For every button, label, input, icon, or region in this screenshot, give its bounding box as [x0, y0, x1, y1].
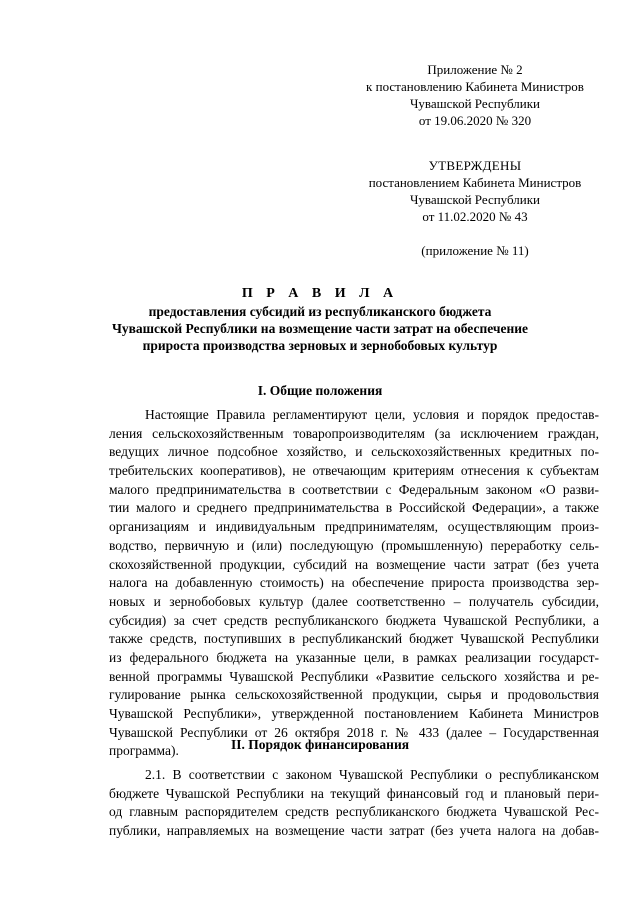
text-line: скохозяйственной продукции, субсидий на возмещение части затрат (без учета [109, 556, 599, 572]
document-subtitle [0, 303, 640, 354]
text-line: ления сельскохозяйственным товаропроизводителям (за исключением граждан, [109, 425, 599, 441]
approval-stamp [350, 157, 600, 259]
text-line: новых и зернобобовых культур (далее соответственно – получатель субсидии, [109, 593, 599, 609]
text-line: венной программы Чувашской Республики «Развитие сельского хозяйства и ре- [109, 668, 599, 684]
approved-line: от 11.02.2020 № 43 [422, 209, 528, 224]
text-line: публики, направляемых на возмещение части затрат (без учета налога на добав- [109, 823, 599, 839]
section-heading: I. Общие положения [257, 383, 383, 398]
text-line: Чувашской Республики от 26 октября 2018 г. № 433 (далее – Государственная [109, 724, 599, 740]
section-body [109, 766, 599, 841]
text-line: организациям и индивидуальным предпринимателям, осуществляющим произ- [109, 519, 599, 535]
text-line: малого предпринимательства в соответствии с Федеральным законом «О разви- [109, 481, 599, 497]
section-heading: II. Порядок финансирования [230, 737, 410, 752]
appendix-line: от 19.06.2020 № 320 [418, 113, 532, 128]
appendix-reference [350, 61, 600, 129]
text-line: од главным распорядителем средств республиканского бюджета Чувашской Рес- [109, 804, 599, 820]
text-line: также средств, поступивших в республиканский бюджет Чувашской Республики [109, 631, 599, 647]
subtitle-line: Чувашской Республики на возмещение части затрат на обеспечение [111, 321, 529, 336]
approved-title: УТВЕРЖДЕНЫ [428, 158, 522, 173]
text-line: тии малого и среднего предпринимательства в Российской Федерации», а также [109, 500, 599, 516]
text-line: требительских кооперативов), не отвечающим критериям отнесения к субъектам [109, 463, 599, 479]
text-line: гулирование рынка сельскохозяйственной продукции, сырья и продовольствия [109, 687, 599, 703]
document-title: П Р А В И Л А [241, 286, 399, 301]
spacer [350, 225, 600, 242]
text-line: из федерального бюджета на указанные цели, в рамках реализации государст- [109, 649, 599, 665]
subtitle-line: предоставления субсидий из республиканского бюджета [148, 304, 492, 319]
approved-line: постановлением Кабинета Министров [368, 175, 582, 190]
approved-line: Чувашской Республики [409, 192, 541, 207]
text-line: программа). [109, 743, 179, 759]
text-line: Настоящие Правила регламентируют цели, условия и порядок предостав- [145, 407, 599, 422]
text-line: водство, первичную и (или) последующую (промышленную) переработку сель- [109, 537, 599, 553]
text-line: субсидия) за счет средств республиканского бюджета Чувашской Республики, а [109, 612, 599, 628]
text-line: 2.1. В соответствии с законом Чувашской Республики о республиканском [145, 767, 599, 782]
appendix-line: к постановлению Кабинета Министров [366, 79, 584, 94]
subtitle-line: прироста производства зерновых и зернобобовых культур [142, 338, 498, 353]
approved-note: (приложение № 11) [421, 243, 529, 258]
section-body [109, 406, 599, 761]
appendix-line: Чувашской Республики [409, 96, 541, 111]
appendix-line: Приложение № 2 [427, 62, 523, 77]
text-line: бюджете Чувашской Республики на текущий финансовый год и плановый пери- [109, 785, 599, 801]
text-line: ведущих личное подсобное хозяйство, и сельскохозяйственных кредитных по- [109, 444, 599, 460]
text-line: Чувашской Республики», утвержденной постановлением Кабинета Министров [109, 706, 599, 721]
text-line: налога на добавленную стоимость) на обеспечение прироста производства зер- [109, 575, 599, 591]
